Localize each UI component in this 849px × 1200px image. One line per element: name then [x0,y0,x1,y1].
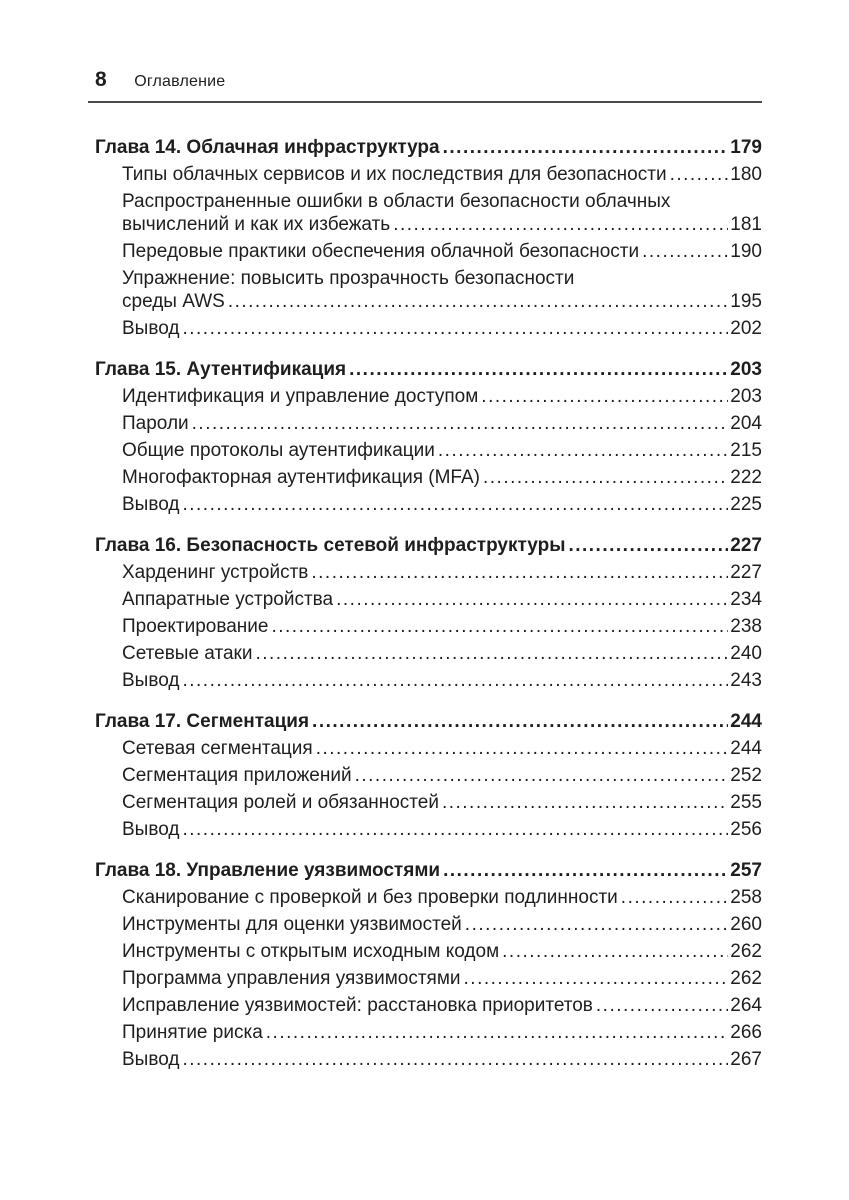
entry-label: Сетевая сегментация [122,738,313,759]
entry-row [122,940,762,963]
dot-leader [568,534,728,557]
entry-row [122,818,762,841]
entry-row [122,737,762,760]
chapter-block [95,710,762,841]
entry-row [122,1021,762,1044]
entry-page-number: 195 [730,291,762,312]
dot-leader [670,163,729,186]
dot-leader [442,791,728,814]
chapter-page-number: 257 [730,860,762,881]
dot-leader [596,994,728,1017]
chapter-title-row [95,859,762,882]
entry-label: Исправление уязвимостей: расстановка приоритетов [122,995,593,1016]
entry-row [122,913,762,936]
toc-entry [95,267,762,313]
entry-label: среды AWS [122,291,225,312]
entry-page-number: 240 [730,643,762,664]
chapter-title-row [95,710,762,733]
entry-label: вычислений и как их избежать [122,214,391,235]
entry-label: Пароли [122,413,189,434]
entry-label: Многофакторная аутентификация (MFA) [122,467,480,488]
chapter-title: Глава 14. Облачная инфраструктура [95,137,440,158]
entry-label: Инструменты для оценки уязвимостей [122,914,462,935]
entry-page-number: 215 [730,440,762,461]
chapter-title-row [95,534,762,557]
chapter-title: Глава 18. Управление уязвимостями [95,860,441,881]
chapter-page-number: 227 [730,535,762,556]
dot-leader [228,290,728,313]
toc-entry [95,466,762,489]
toc-entry [95,994,762,1017]
entry-label: Инструменты с открытым исходным кодом [122,941,500,962]
entry-label: Вывод [122,819,180,840]
dot-leader [481,385,728,408]
entry-page-number: 181 [730,214,762,235]
dot-leader [255,642,728,665]
dot-leader [349,358,728,381]
running-header [95,68,762,92]
entry-page-number: 203 [730,386,762,407]
dot-leader [312,710,728,733]
dot-leader [465,913,729,936]
dot-leader [483,466,728,489]
toc-entry [95,791,762,814]
entry-page-number: 180 [730,164,762,185]
entry-page-number: 202 [730,318,762,339]
entry-row [122,385,762,408]
toc-entry [95,190,762,236]
dot-leader [443,136,729,159]
toc-entry [95,240,762,263]
toc-entry [95,818,762,841]
entry-row [122,669,762,692]
entry-page-number: 238 [730,616,762,637]
entry-row [122,439,762,462]
dot-leader [182,818,728,841]
entry-label: Вывод [122,494,180,515]
entry-row [122,290,762,313]
dot-leader [502,940,728,963]
entry-row [122,412,762,435]
dot-leader [182,317,728,340]
dot-leader [464,967,729,990]
entry-label: Передовые практики обеспечения облачной безопасности [122,241,640,262]
entry-page-number: 260 [730,914,762,935]
toc-entry [95,615,762,638]
entry-page-number: 266 [730,1022,762,1043]
entry-row [122,994,762,1017]
entry-page-number: 267 [730,1049,762,1070]
page-number: 8 [95,68,108,91]
dot-leader [271,615,728,638]
toc-entry [95,317,762,340]
entry-row [122,642,762,665]
dot-leader [355,764,729,787]
chapter-title: Глава 16. Безопасность сетевой инфраструктуры [95,535,566,556]
entry-label: Проектирование [122,616,269,637]
chapter-title: Глава 17. Сегментация [95,711,310,732]
toc-entry [95,163,762,186]
table-of-contents [95,136,762,1071]
toc-entry [95,493,762,516]
entry-page-number: 204 [730,413,762,434]
entry-row [122,1048,762,1071]
entry-label: Типы облачных сервисов и их последствия для безопасности [122,164,667,185]
chapter-page-number: 244 [730,711,762,732]
dot-leader [192,412,729,435]
entry-label: Вывод [122,670,180,691]
toc-entry [95,940,762,963]
entry-page-number: 256 [730,819,762,840]
toc-entry [95,886,762,909]
entry-page-number: 225 [730,494,762,515]
chapter-block [95,859,762,1071]
header-rule [88,101,762,103]
entry-page-number: 252 [730,765,762,786]
entry-row [122,615,762,638]
dot-leader [621,886,729,909]
entry-label: Сетевые атаки [122,643,253,664]
entry-label: Вывод [122,318,180,339]
dot-leader [311,561,728,584]
entry-page-number: 227 [730,562,762,583]
dot-leader [438,439,728,462]
dot-leader [336,588,728,611]
entry-label: Сканирование с проверкой и без проверки подлинности [122,887,618,908]
chapter-page-number: 203 [730,359,762,380]
entry-label: Общие протоколы аутентификации [122,440,435,461]
entry-page-number: 258 [730,887,762,908]
entry-page-number: 255 [730,792,762,813]
entry-label: Аппаратные устройства [122,589,334,610]
toc-entry [95,1048,762,1071]
entry-row [122,886,762,909]
entry-page-number: 234 [730,589,762,610]
entry-row [122,240,762,263]
toc-entry [95,1021,762,1044]
toc-entry [95,439,762,462]
entry-label: Сегментация приложений [122,765,352,786]
chapter-page-number: 179 [730,137,762,158]
entry-label-wrap-line: Распространенные ошибки в области безопасности облачных [122,191,671,212]
toc-entry [95,669,762,692]
dot-leader [266,1021,729,1044]
dot-leader [316,737,729,760]
entry-page-number: 264 [730,995,762,1016]
entry-row [122,213,762,236]
entry-row [122,493,762,516]
toc-entry [95,967,762,990]
dot-leader [443,859,728,882]
entry-row [122,317,762,340]
chapter-block [95,534,762,692]
dot-leader [182,669,728,692]
entry-label: Вывод [122,1049,180,1070]
chapter-title-row [95,136,762,159]
entry-page-number: 244 [730,738,762,759]
entry-page-number: 222 [730,467,762,488]
toc-entry [95,913,762,936]
toc-entry [95,764,762,787]
dot-leader [642,240,728,263]
entry-label: Харденинг устройств [122,562,309,583]
toc-entry [95,412,762,435]
chapter-block [95,136,762,340]
entry-label: Принятие риска [122,1022,263,1043]
toc-entry [95,737,762,760]
entry-row [122,588,762,611]
dot-leader [182,1048,728,1071]
toc-entry [95,561,762,584]
chapter-block [95,358,762,516]
entry-row [122,764,762,787]
toc-entry [95,385,762,408]
dot-leader [182,493,728,516]
entry-page-number: 190 [730,241,762,262]
entry-label: Сегментация ролей и обязанностей [122,792,439,813]
entry-row [122,967,762,990]
toc-entry [95,588,762,611]
entry-label-wrap-line: Упражнение: повысить прозрачность безопасности [122,268,575,289]
running-header-title: Оглавление [134,73,226,90]
entry-label: Идентификация и управление доступом [122,386,479,407]
entry-row [122,561,762,584]
entry-row [122,163,762,186]
entry-label: Программа управления уязвимостями [122,968,461,989]
dot-leader [393,213,728,236]
entry-row [122,791,762,814]
toc-entry [95,642,762,665]
entry-page-number: 243 [730,670,762,691]
entry-row [122,466,762,489]
entry-page-number: 262 [730,941,762,962]
chapter-title: Глава 15. Аутентификация [95,359,347,380]
entry-page-number: 262 [730,968,762,989]
chapter-title-row [95,358,762,381]
